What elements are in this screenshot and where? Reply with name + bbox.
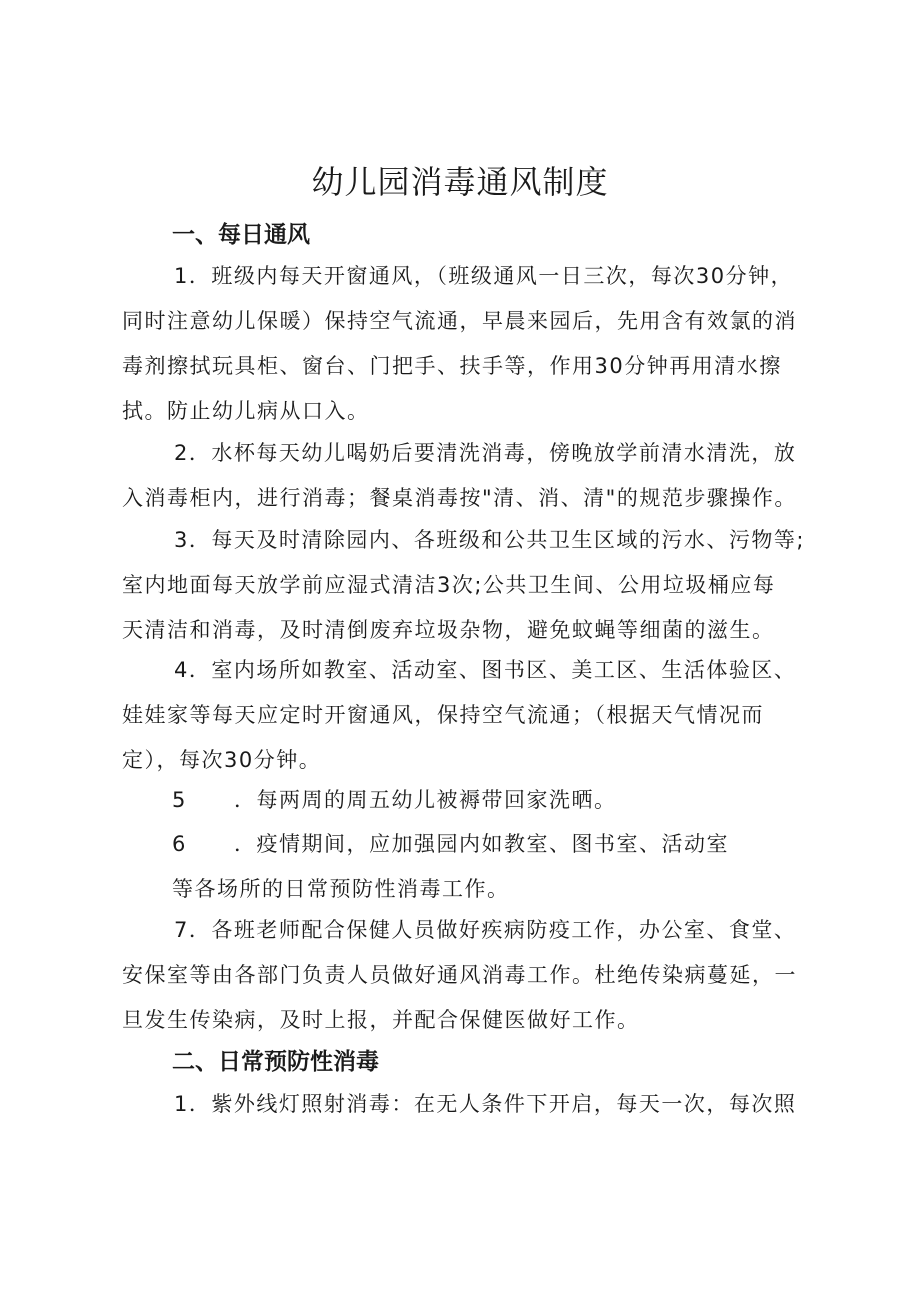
paragraph-line: 等各场所的日常预防性消毒工作。 [172,877,510,901]
section-heading-daily-disinfection: 二、日常预防性消毒 [172,1049,379,1075]
paragraph-item-5 [122,778,822,823]
paragraph-line: 娃娃家等每天应定时开窗通风，保持空气流通；（根据天气情况而 [122,703,764,727]
paragraph-line: 入消毒柜内，进行消毒；餐桌消毒按"清、消、清"的规范步骤操作。 [122,486,797,510]
paragraph-item-4 [122,648,822,783]
paragraph-item-6 [122,822,822,912]
paragraph-line [122,822,822,867]
paragraph-item-2 [122,431,822,521]
paragraph-line: 1．班级内每天开窗通风，（班级通风一日三次，每次30分钟， [174,264,794,288]
paragraph-line: 安保室等由各部门负责人员做好通风消毒工作。杜绝传染病蔓延，一 [122,963,797,987]
paragraph-line: 毒剂擦拭玩具柜、窗台、门把手、扶手等，作用30分钟再用清水擦 [122,354,782,378]
section-heading-daily-ventilation: 一、每日通风 [172,222,310,248]
paragraph-line: 定），每次30分钟。 [122,748,322,772]
paragraph-line: 拭。防止幼儿病从口入。 [122,399,370,423]
paragraph-item-3 [122,518,822,653]
paragraph-line: 3．每天及时清除园内、各班级和公共卫生区域的污水、污物等; [174,528,805,552]
paragraph-line: 天清洁和消毒，及时清倒废弃垃圾杂物，避免蚊蝇等细菌的滋生。 [122,618,775,642]
paragraph-item-7 [122,908,822,1043]
item-number: 6 [172,832,187,856]
item-text: ．每两周的周五幼儿被褥带回家洗晒。 [234,788,617,812]
paragraph-line: 旦发生传染病，及时上报，并配合保健医做好工作。 [122,1008,640,1032]
paragraph-section2-item-1 [122,1082,822,1127]
item-number: 5 [172,788,187,812]
paragraph-line: 同时注意幼儿保暖）保持空气流通，早晨来园后，先用含有效氯的消 [122,309,797,333]
paragraph-line: 4．室内场所如教室、活动室、图书区、美工区、生活体验区、 [174,658,797,682]
document-title: 幼儿园消毒通风制度 [311,163,609,201]
paragraph-line [122,778,822,823]
paragraph-line: 1．紫外线灯照射消毒：在无人条件下开启，每天一次，每次照 [174,1092,797,1116]
item-text: ．疫情期间，应加强园内如教室、图书室、活动室 [234,832,729,856]
paragraph-line: 2．水杯每天幼儿喝奶后要清洗消毒，傍晚放学前清水清洗，放 [174,441,797,465]
paragraph-line: 7．各班老师配合保健人员做好疾病防疫工作，办公室、食堂、 [174,918,797,942]
paragraph-line: 室内地面每天放学前应湿式清洁3次;公共卫生间、公用垃圾桶应每 [122,573,776,597]
paragraph-item-1 [122,254,822,434]
